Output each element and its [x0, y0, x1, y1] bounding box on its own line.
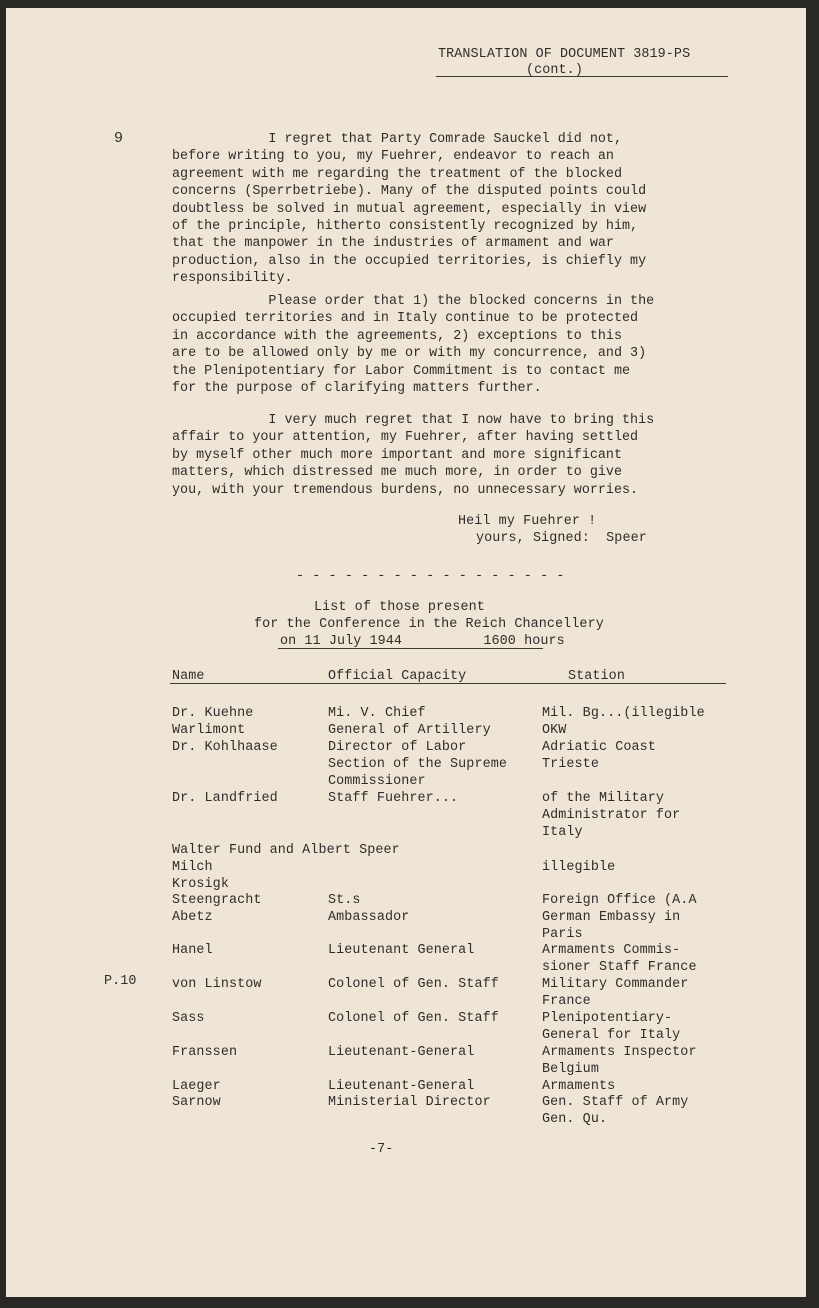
paragraph-line: concerns (Sperrbetriebe). Many of the disputed points could — [172, 184, 647, 200]
attendee-capacity: Lieutenant General — [328, 943, 475, 958]
paragraph-line: of the principle, hitherto consistently recognized by him, — [172, 219, 639, 235]
paragraph-line: that the manpower in the industries of armament and war — [172, 236, 614, 252]
document-page — [6, 8, 806, 1297]
paragraph-line: occupied territories and in Italy continue to be protected — [172, 311, 639, 327]
attendee-capacity: Ambassador — [328, 910, 410, 925]
column-header-station: Station — [568, 669, 625, 684]
paragraph-line: matters, which distressed me much more, in order to give — [172, 465, 622, 481]
attendee-station: Armaments Commis- — [542, 943, 681, 958]
attendee-station: German Embassy in — [542, 910, 681, 925]
paragraph-1 — [172, 131, 646, 288]
margin-note-9: 9 — [114, 130, 124, 147]
list-title: List of those present — [314, 600, 485, 615]
attendee-station: Administrator for — [542, 808, 681, 823]
attendee-station: sioner Staff France — [542, 960, 697, 975]
attendee-capacity: Lieutenant-General — [328, 1045, 475, 1060]
attendee-station: OKW — [542, 723, 567, 738]
attendee-name: Dr. Kuehne — [172, 706, 254, 721]
column-header-capacity: Official Capacity — [328, 669, 467, 684]
attendee-station: Trieste — [542, 757, 599, 772]
column-header-name: Name — [172, 669, 205, 684]
paragraph-line: affair to your attention, my Fuehrer, after having settled — [172, 430, 639, 446]
attendee-name: Warlimont — [172, 723, 246, 738]
paragraph-line: for the purpose of clarifying matters further. — [172, 381, 542, 397]
paragraph-line: are to be allowed only by me or with my concurrence, and 3) — [172, 346, 647, 362]
paragraph-line: the Plenipotentiary for Labor Commitment is to contact me — [172, 363, 631, 379]
paragraph-3 — [172, 412, 654, 499]
attendee-name: von Linstow — [172, 977, 262, 992]
paragraph-line: agreement with me regarding the treatment of the blocked — [172, 166, 622, 182]
attendee-name: Franssen — [172, 1045, 238, 1060]
paragraph-line: Please order that 1) the blocked concerns in the — [172, 294, 655, 309]
paragraph-line: I regret that Party Comrade Sauckel did not, — [172, 132, 622, 147]
attendee-station: General for Italy — [542, 1028, 681, 1043]
attendee-capacity: Ministerial Director — [328, 1095, 491, 1110]
attendee-station: Foreign Office (A.A — [542, 893, 697, 908]
attendee-name: Sarnow — [172, 1095, 221, 1110]
attendee-capacity: Director of Labor — [328, 740, 467, 755]
paragraph-line: I very much regret that I now have to bring this — [172, 413, 655, 428]
continuation-label: (cont.) — [526, 63, 583, 78]
attendee-station: Armaments Inspector — [542, 1045, 697, 1060]
header-row-underline — [170, 683, 726, 684]
attendee-station: Mil. Bg...(illegible — [542, 706, 705, 721]
paragraph-line: doubtless be solved in mutual agreement, especially in view — [172, 201, 647, 217]
attendee-name: Steengracht — [172, 893, 262, 908]
closing-salute: Heil my Fuehrer ! — [458, 514, 597, 529]
page-number: -7- — [369, 1142, 394, 1157]
attendee-capacity: Staff Fuehrer... — [328, 791, 459, 806]
attendee-name: Hanel — [172, 943, 213, 958]
header-underline — [436, 76, 728, 77]
date-underline — [278, 648, 543, 649]
attendee-station: Belgium — [542, 1062, 599, 1077]
attendee-name: Sass — [172, 1011, 205, 1026]
paragraph-line: before writing to you, my Fuehrer, endeavor to reach an — [172, 149, 614, 165]
attendee-station: Plenipotentiary- — [542, 1011, 673, 1026]
attendee-capacity: St.s — [328, 893, 361, 908]
document-title: TRANSLATION OF DOCUMENT 3819-PS — [438, 47, 691, 62]
attendee-station: of the Military — [542, 791, 665, 806]
paragraph-line: by myself other much more important and more significant — [172, 447, 622, 463]
list-subtitle: for the Conference in the Reich Chancellery — [254, 617, 604, 632]
attendee-name: Walter Fund and Albert Speer — [172, 843, 400, 858]
attendee-capacity: Commissioner — [328, 774, 426, 789]
attendee-capacity: Section of the Supreme — [328, 757, 507, 772]
signature-line: yours, Signed: Speer — [476, 531, 647, 546]
attendee-station: Paris — [542, 927, 583, 942]
section-divider: - - - - - - - - - - - - - - - - - — [296, 569, 565, 584]
attendee-station: Gen. Qu. — [542, 1112, 608, 1127]
paragraph-line: you, with your tremendous burdens, no unnecessary worries. — [172, 482, 639, 498]
attendee-capacity: Colonel of Gen. Staff — [328, 977, 499, 992]
paragraph-line: responsibility. — [172, 271, 293, 287]
attendee-station: Armaments — [542, 1079, 616, 1094]
attendee-station: Italy — [542, 825, 583, 840]
attendee-capacity: Mi. V. Chief — [328, 706, 426, 721]
attendee-station: illegible — [542, 860, 616, 875]
margin-note-p10: P.10 — [104, 974, 137, 989]
paragraph-2 — [172, 293, 654, 397]
attendee-capacity: General of Artillery — [328, 723, 491, 738]
attendee-station: Adriatic Coast — [542, 740, 656, 755]
list-date-time: on 11 July 1944 1600 hours — [280, 634, 565, 649]
attendee-capacity: Lieutenant-General — [328, 1079, 475, 1094]
attendee-name: Krosigk — [172, 877, 229, 892]
attendee-name: Dr. Kohlhaase — [172, 740, 278, 755]
attendee-station: Gen. Staff of Army — [542, 1095, 689, 1110]
attendee-capacity: Colonel of Gen. Staff — [328, 1011, 499, 1026]
paragraph-line: production, also in the occupied territories, is chiefly my — [172, 253, 647, 269]
attendee-station: France — [542, 994, 591, 1009]
attendee-name: Abetz — [172, 910, 213, 925]
attendee-name: Laeger — [172, 1079, 221, 1094]
attendee-station: Military Commander — [542, 977, 689, 992]
paragraph-line: in accordance with the agreements, 2) exceptions to this — [172, 328, 622, 344]
attendee-name: Milch — [172, 860, 213, 875]
attendee-name: Dr. Landfried — [172, 791, 278, 806]
